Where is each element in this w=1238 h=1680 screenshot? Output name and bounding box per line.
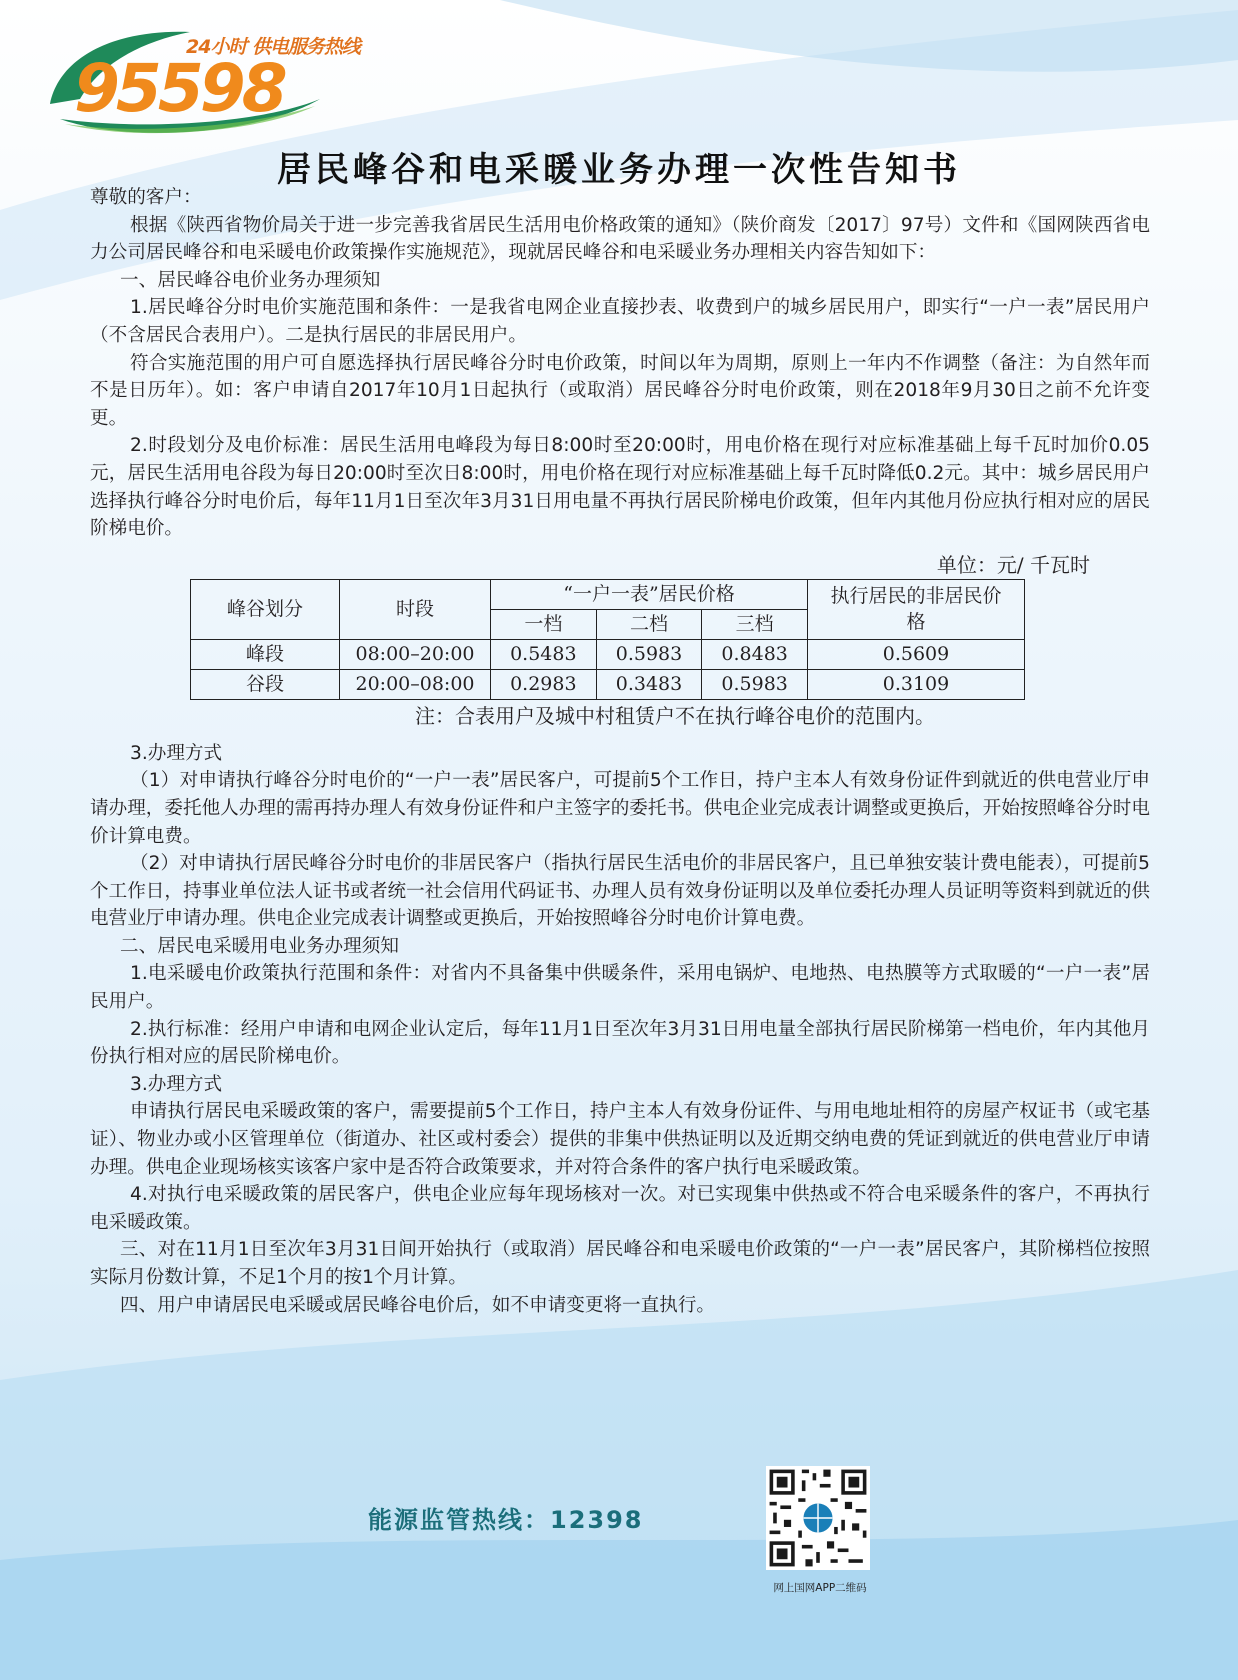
price-table [190, 579, 1025, 700]
table-row [191, 669, 1025, 699]
cell-time: 08:00–20:00 [340, 639, 491, 669]
th-tier1: 一档 [491, 609, 597, 639]
cell-period: 谷段 [191, 669, 340, 699]
section2-paragraph-2: 2.执行标准：经用户申请和电网企业认定后，每年11月1日至次年3月31日用电量全部执行居民阶梯第一档电价，年内其他月份执行相对应的居民阶梯电价。 [90, 1018, 1150, 1068]
table-row [191, 639, 1025, 669]
section2-paragraph-4: 申请执行居民电采暖政策的客户，需要提前5个工作日，持户主本人有效身份证件、与用电地址相符的房屋产权证书（或宅基证）、物业办或小区管理单位（街道办、社区或村委会）提供的非集中供热证明以及近期交纳电费的凭证到就近的供电营业厅申请办理。供电企业现场核实该客户家中是否符合政策要求，并对符合条件的客户执行电采暖政策。 [90, 1101, 1150, 1178]
qr-caption: 网上国网APP二维码 [773, 1582, 867, 1594]
energy-hotline: 能源监管热线：12398 [368, 1506, 644, 1534]
cell-tier1: 0.2983 [491, 669, 597, 699]
th-tier2: 二档 [596, 609, 702, 639]
section1-heading: 一、居民峰谷电价业务办理须知 [120, 269, 381, 291]
qr-code-icon[interactable] [766, 1466, 870, 1570]
cell-tier3: 0.8483 [702, 639, 808, 669]
table-note: 注：合表用户及城中村租赁户不在执行峰谷电价的范围内。 [415, 703, 935, 728]
th-time: 时段 [340, 579, 491, 639]
cell-tier2: 0.5983 [596, 639, 702, 669]
th-resident: “一户一表”居民价格 [491, 579, 808, 609]
section1-paragraph-2: 符合实施范围的用户可自愿选择执行居民峰谷分时电价政策，时间以年为周期，原则上一年内不作调整（备注：为自然年而不是日历年）。如：客户申请自2017年10月1日起执行（或取消）居民峰谷分时电价政策，则在2018年9月30日之前不允许变更。 [90, 352, 1150, 429]
table-unit: 单位：元/ 千瓦时 [936, 552, 1090, 577]
cell-time: 20:00–08:00 [340, 669, 491, 699]
logo-number: 95598 [74, 50, 284, 127]
cell-tier1: 0.5483 [491, 639, 597, 669]
section4-paragraph: 四、用户申请居民电采暖或居民峰谷电价后，如不申请变更将一直执行。 [120, 1294, 716, 1316]
th-period: 峰谷划分 [191, 579, 340, 639]
section2-paragraph-1: 1.电采暖电价政策执行范围和条件：对省内不具备集中供暖条件，采用电锅炉、电地热、电热膜等方式取暖的“一户一表”居民用户。 [90, 963, 1150, 1013]
section1-paragraph-6: （2）对申请执行居民峰谷分时电价的非居民客户（指执行居民生活电价的非居民客户，且已单独安装计费电能表），可提前5个工作日，持事业单位法人证书或者统一社会信用代码证书、办理人员有效身份证明以及单位委托办理人员证明等资料到就近的供电营业厅申请办理。供电企业完成表计调整或更换后，开始按照峰谷分时电价计算电费。 [90, 853, 1150, 930]
cell-tier3: 0.5983 [702, 669, 808, 699]
cell-tier2: 0.3483 [596, 669, 702, 699]
notice-body [90, 184, 1150, 1319]
logo-tagline: 24小时 供电服务热线 [186, 36, 361, 58]
cell-nonresident: 0.3109 [808, 669, 1025, 699]
section1-paragraph-1: 1.居民峰谷分时电价实施范围和条件：一是我省电网企业直接抄表、收费到户的城乡居民用户，即实行“一户一表”居民用户（不含居民合表用户）。二是执行居民的非居民用户。 [90, 297, 1150, 346]
th-tier3: 三档 [702, 609, 808, 639]
cell-period: 峰段 [191, 639, 340, 669]
section3-paragraph: 三、对在11月1日至次年3月31日间开始执行（或取消）居民峰谷和电采暖电价政策的“一户一表”居民客户，其阶梯档位按照实际月份数计算，不足1个月的按1个月计算。 [90, 1239, 1150, 1288]
greeting: 尊敬的客户： [90, 187, 202, 208]
section2-paragraph-5: 4.对执行电采暖政策的居民客户，供电企业应每年现场核对一次。对已实现集中供热或不符合电采暖条件的客户，不再执行电采暖政策。 [90, 1184, 1150, 1233]
section2-paragraph-3: 3.办理方式 [130, 1073, 223, 1095]
intro-paragraph: 根据《陕西省物价局关于进一步完善我省居民生活用电价格政策的通知》（陕价商发〔2017〕97号）文件和《国网陕西省电力公司居民峰谷和电采暖电价政策操作实施规范》，现就居民峰谷和电采暖业务办理相关内容告知如下： [90, 214, 1150, 264]
section1-paragraph-4: 3.办理方式 [130, 742, 223, 764]
section1-paragraph-5: （1）对申请执行峰谷分时电价的“一户一表”居民客户，可提前5个工作日，持户主本人有效身份证件到就近的供电营业厅申请办理，委托他人办理的需再持办理人有效身份证件和户主签字的委托书。供电企业完成表计调整或更换后，开始按照峰谷分时电价计算电费。 [90, 770, 1150, 847]
page-title: 居民峰谷和电采暖业务办理一次性告知书 [277, 150, 961, 190]
section1-paragraph-3: 2.时段划分及电价标准：居民生活用电峰段为每日8:00时至20:00时，用电价格在现行对应标准基础上每千瓦时加价0.05元，居民生活用电谷段为每日20:00时至次日8:00时，用电价格在现行对应标准基础上每千瓦时降低0.2元。其中：城乡居民用户选择执行峰谷分时电价后，每年11月1日至次年3月31日用电量不再执行居民阶梯电价政策，但年内其他月份应执行相对应的居民阶梯电价。 [90, 435, 1150, 540]
section2-heading: 二、居民电采暖用电业务办理须知 [120, 935, 399, 957]
cell-nonresident: 0.5609 [808, 639, 1025, 669]
th-nonresident: 执行居民的非居民价格 [808, 579, 1025, 639]
logo-95598 [40, 24, 361, 134]
